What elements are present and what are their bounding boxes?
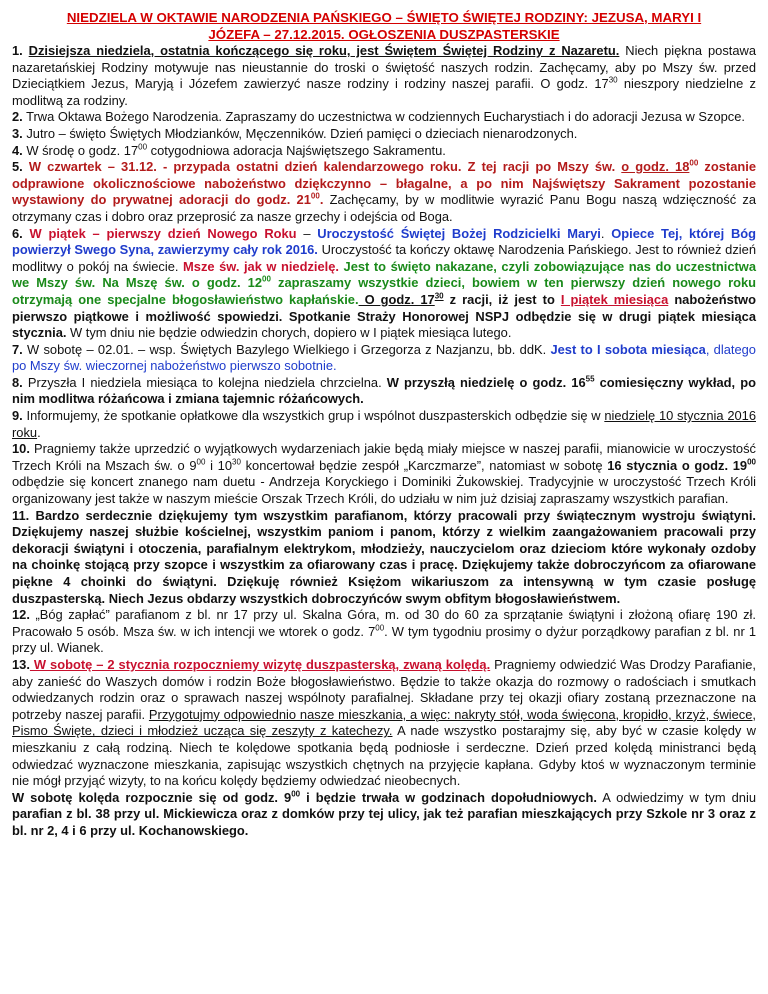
item-text: W sobotę – 02.01. – wsp. Świętych Bazylego Wielkiego i Grzegorza z Nazjanzu, bb. ddK. [22,341,551,357]
item-text: – [296,225,318,241]
item-text: cotygodniowa adoracja Najświętszego Sakramentu. [147,142,446,158]
item-bold: z racji, iż jest to [443,291,561,307]
highlight-blue: Jest to I sobota miesiąca [550,341,706,357]
item-bold: nabożeństwo pierwszo piątkowe i możliwość spowiedzi. Spotkanie Straży Honorowej NSPJ odbędzie się w drugi piątek miesiąca stycznia. [12,291,756,341]
superscript: 00 [375,623,385,633]
item-text: Uroczystość ta kończy oktawę Narodzenia Pańskiego. Jest to również dzień modlitwy o pokój na świecie. [12,242,756,274]
announcement-4 [12,143,756,160]
highlight-green: zapraszamy wszystkie dzieci, bowiem w ten pierwszy dzień nowego roku otrzymają one specjalne błogosławieństwo kapłańskie. [12,275,757,307]
item-bold: W przyszłą niedzielę o godz. 16 [386,374,586,390]
highlight-red: o godz. 18 [621,159,690,175]
item-text: odbędzie się koncert znanego nam duetu - Andrzeja Koryckiego i Dominiki Żukowskiej. Tradycyjnie w uroczystość Trzech Króli organizowany jest także w naszym mieście Orszak Trzech Króli, do udziału w nim już dzisiaj zapraszamy wszystkich parafian. [12,474,756,507]
item-number: 6. [12,225,23,241]
item-text: A odwiedzimy w tym dniu [596,789,756,805]
announcement-last [12,790,756,840]
item-text: nieszpory niedzielne z modlitwą za rodziny. [12,76,756,108]
highlight-red: W piątek – pierwszy dzień Nowego Roku [22,225,297,241]
item-text: . [600,225,612,241]
highlight-red: . [319,192,324,208]
item-bold: Bardzo serdecznie dziękujemy tym wszystkim parafianom, którzy pracowali przy świątecznym wystroju świątyni. Dziękujemy naszej służbie kościelnej, wszystkim paniom i panom, którzy z wielkim zaangażowaniem pracowali przy dekoracji świątyni i otoczenia, parafialnym elektrykom, młodzieży, nauczycielom oraz dzieciom które wykonały ozdoby na choinkę stojącą przy szopce i wszystkim za ofiarowany czas i pracę. Dziękujemy także dobroczyńcom za ofiarowane piękne 4 choinki do świątyni. Dziękuję również Księżom wikariuszom za intensywną w tym czasie posługę duszpasterską. Niech Jezus obdarzy wszystkich dobroczyńców swym obfitym błogosławieństwem. [12,507,756,606]
superscript: 00 [291,789,301,799]
superscript: 30 [434,291,444,301]
highlight-blue: Uroczystość Świętej Bożej Rodzicielki Maryi [317,225,601,241]
item-text: W tym dniu nie będzie odwiedzin chorych, dopiero w I piątek miesiąca lutego. [66,325,512,341]
announcement-11 [12,508,756,608]
item-underline: niedzielę 10 stycznia 2016 roku [12,408,756,440]
item-number: 13. [12,656,30,672]
superscript: 00 [262,275,271,285]
superscript: 00 [196,457,206,467]
item-text: Trwa Oktawa Bożego Narodzenia. Zapraszamy do uczestnictwa w codziennych Eucharystiach i do adoracji Jezusa w Szopce. [22,109,745,125]
announcement-1 [12,43,756,109]
item-number: 2. [12,109,23,125]
item-text: Jutro – święto Świętych Młodzianków, Męczenników. Dzień pamięci o dzieciach nienarodzonych. [22,125,578,141]
highlight-red: W sobotę – 2 stycznia rozpoczniemy wizytę duszpasterską, zwaną kolędą. [29,656,491,672]
highlight-blue: , dlatego po Mszy św. wieczornej nabożeństwo pierwszo sobotnie. [12,341,756,374]
item-bold: i będzie trwała w godzinach dopołudniowych. [300,789,597,805]
announcement-8 [12,375,756,408]
item-bold: O godz. 17 [358,291,435,307]
item-text: A nade wszystko postarajmy się, aby być w czasie kolędy w mieszkaniu z całą rodziną. Niech te kolędowe spotkania będą podniosłe i serdeczne. Dzień przed kolędą ministranci będą odwiedzać wyznaczone mieszkania, zapisując wszystkich chętnych na przyjęcie kapłana. Gdyby ktoś w wyznaczonym terminie nie mógł przyjąć wizyty, to na końcu kolędy będziemy odwiedzać nieobecnych. [12,723,756,789]
item-text: W środę o godz. 17 [22,142,139,158]
item-text: Pragniemy także uprzedzić o wyjątkowych wydarzeniach jakie będą miały miejsce w naszej parafii, mianowicie w uroczystość Trzech Króli na Mszach św. o 9 [12,441,756,473]
item-bold: comiesięczny wykład, po nim modlitwa różańcowa i zmiana tajemnic różańcowych. [12,374,756,407]
announcement-5 [12,159,756,225]
item-text: i 10 [205,457,233,473]
item-number: 8. [12,374,23,390]
highlight-red: . [335,258,344,274]
announcement-10 [12,441,756,507]
superscript: 00 [310,192,320,202]
highlight-red: zostanie odprawione okolicznościowe nabożeństwo dziękczynno – błagalne, a po nim Najświętszy Sakrament pozostanie wystawiony do prywatnej adoracji do godz. 21 [12,159,757,208]
highlight-red: Msze św. jak w niedzielę [183,258,336,274]
item-text: . [37,424,41,440]
item-number: 11. [12,507,30,523]
item-text: „Bóg zapłać” parafianom z bl. nr 17 przy ul. Skalna Góra, m. od 30 do 60 za sprzątanie świątyni i złożoną ofiarę 190 zł. Pracowało 5 osób. Msza św. w ich intencji we wtorek o godz. 7 [12,607,756,639]
item-bold: W sobotę kolęda rozpocznie się od godz. 9 [12,789,292,805]
superscript: 00 [138,142,148,152]
announcement-13 [12,657,756,790]
announcement-3 [12,126,756,143]
item-underline: Przygotujmy odpowiednio nasze mieszkania, a więc: nakryty stół, woda święcona, kropidło, krzyż, świece, Pismo Święte, dzieci i młodzież ucząca się zeszyty z katechezy. [12,706,756,739]
item-number: 10. [12,441,30,457]
item-number: 7. [12,341,23,357]
title-line-2: JÓZEFA – 27.12.2015. OGŁOSZENIA DUSZPASTERSKIE [208,27,560,42]
item-number: 4. [12,142,23,158]
announcements-page [12,0,756,840]
highlight-green: Jest to święto nakazane, czyli zobowiązujące nas do uczestnictwa we Mszy św. Na Mszę św. o godz. 12 [12,258,756,291]
item-lead: Dzisiejsza niedziela, ostatnia kończącego się roku, jest Świętem Świętej Rodziny z Nazaretu. [28,43,620,58]
item-bold: 16 stycznia o godz. 19 [607,457,748,473]
item-number: 1. [12,43,23,58]
announcement-9 [12,408,756,441]
item-number: 12. [12,607,30,623]
announcement-6 [12,226,756,342]
item-text: Informujemy, że spotkanie opłatkowe dla wszystkich grup i wspólnot duszpasterskich odbędzie się w [22,408,605,424]
title-line-1: NIEDZIELA W OKTAWIE NARODZENIA PAŃSKIEGO – ŚWIĘTO ŚWIĘTEJ RODZINY: JEZUSA, MARYI I [66,10,702,25]
highlight-blue: Opiece Tej, której Bóg powierzył Swego Syna, zawierzymy cały rok 2016. [12,225,756,258]
highlight-red: I piątek miesiąca [560,291,669,307]
superscript: 30 [608,75,618,85]
page-title [12,9,756,43]
item-text: Niech piękna postawa nazaretańskiej Rodziny motywuje nas nieustannie do troski o świętość naszych rodzin. Zachęcamy, aby po Mszy św. przed Dzieciątkiem Jezus, Maryją i Józefem zawierzyć nasze rodziny i rodziny naszej parafii. O godz. 17 [12,43,757,92]
item-number: 9. [12,408,23,424]
item-text: Zachęcamy, by w modlitwie wyrazić Panu Bogu naszą wdzięczność za otrzymany czas i dobro oraz przeprosić za nasze grzechy i odejścia od Boga. [12,192,756,224]
announcement-2 [12,109,756,126]
superscript: 30 [232,457,241,467]
item-number: 5. [12,159,23,175]
superscript: 55 [585,374,595,384]
item-text: Przyszła I niedziela miesiąca to kolejna niedziela chrzcielna. [22,374,387,390]
highlight-red: W czwartek – 31.12. - przypada ostatni dzień kalendarzowego roku. Z tej racji po Mszy św. [22,159,622,175]
announcement-7 [12,342,756,375]
item-text: . W tym tygodniu prosimy o dyżur porządkowy parafian z bl. nr 1 przy ul. Wianek. [12,623,756,656]
superscript: 00 [689,158,699,168]
item-text: koncertował będzie zespół „Karczmarze”, natomiast w sobotę [240,457,608,473]
superscript: 00 [747,457,756,467]
announcement-12 [12,607,756,657]
item-text: Pragniemy odwiedzić Was Drodzy Parafianie, aby zanieść do Waszych domów i rodzin Boże błogosławieństwo. Będzie to także okazja do rozmowy o radościach i smutkach odwiedzanych rodzin oraz o sprawach naszej wspólnoty parafialnej. Składane przy tej okazji ofiary zostaną przeznaczone na potrzeby naszej parafii. [12,656,756,722]
item-number: 3. [12,125,23,141]
item-bold: parafian z bl. 38 przy ul. Mickiewicza oraz z domków przy tej ulicy, jak też parafian mieszkających przy Szkole nr 3 oraz z bl. nr 2, 4 i 6 przy ul. Kochanowskiego. [12,806,756,838]
